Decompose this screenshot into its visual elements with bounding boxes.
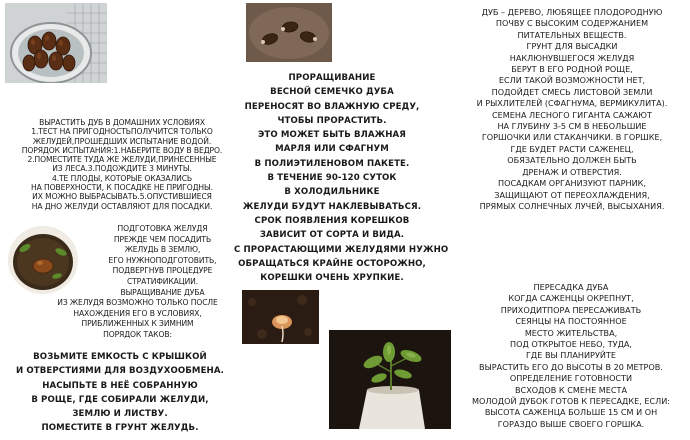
text-line: ОБРАЩАТЬСЯ КРАЙНЕ ОСТОРОЖНО, bbox=[238, 258, 426, 269]
three-acorns-photo bbox=[246, 3, 332, 62]
text-line: И РЫХЛИТЕЛЕЙ (СФАГНУМА, ВЕРМИКУЛИТА). bbox=[476, 98, 668, 109]
text-line: НАХОЖДЕНИЯ ЕГО В УСЛОВИЯХ, bbox=[73, 308, 202, 318]
text-line: ГРУНТ ДЛЯ ВЫСАДКИ bbox=[526, 41, 618, 52]
text-line: С ПРОРАСТАЮЩИМИ ЖЕЛУДЯМИ НУЖНО bbox=[234, 244, 449, 255]
text-line: ЕГО НУЖНОПОДГОТОВИТЬ, bbox=[108, 255, 217, 265]
text-line: И ОТВЕРСТИЯМИ ДЛЯ ВОЗДУХООБМЕНА. bbox=[16, 366, 224, 377]
text-line: ЧТОБЫ ПРОРАСТИТЬ. bbox=[277, 115, 387, 126]
text-line: ДУБ – ДЕРЕВО, ЛЮБЯЩЕЕ ПЛОДОРОДНУЮ bbox=[481, 7, 663, 17]
text-line: ЖЕЛУДЬ В ЗЕМЛЮ, bbox=[124, 245, 201, 255]
text-line: ПОЧВУ С ВЫСОКИМ СОДЕРЖАНИЕМ bbox=[495, 18, 649, 29]
germination-text-block bbox=[234, 71, 449, 285]
text-line: ЖЕЛУДИ БУДУТ НАКЛЕВЫВАТЬСЯ. bbox=[242, 201, 422, 212]
text-line: ГДЕ ВЫ ПЛАНИРУЙТЕ bbox=[526, 350, 616, 361]
transplanting-text-block bbox=[455, 282, 687, 430]
text-line: 2.ПОМЕСТИТЕ ТУДА ЖЕ ЖЕЛУДИ,ПРИНЕСЕННЫЕ bbox=[27, 155, 217, 165]
water-test-text-block bbox=[4, 118, 240, 211]
container-steps-text-block bbox=[6, 350, 234, 436]
text-line: ПОД ОТКРЫТОЕ НЕБО, ТУДА, bbox=[509, 339, 632, 350]
text-line: В ТЕЧЕНИЕ 90-120 СУТОК bbox=[267, 173, 397, 184]
text-line: ВОЗЬМИТЕ ЕМКОСТЬ С КРЫШКОЙ bbox=[33, 352, 207, 362]
text-line: ДРЕНАЖ И ОТВЕРСТИЯ. bbox=[522, 166, 622, 177]
acorns-bowl-photo bbox=[5, 3, 107, 83]
text-line: ПОМЕСТИТЕ В ГРУНТ ЖЕЛУДЬ. bbox=[41, 423, 199, 434]
text-line: ГОРШОЧКИ ИЛИ СТАКАНЧИКИ. В ГОРШКЕ, bbox=[481, 132, 663, 143]
text-line: 1.ТЕСТ НА ПРИГОДНОСТЬПОЛУЧИТСЯ ТОЛЬКО bbox=[31, 127, 213, 137]
text-line: КОГДА САЖЕНЦЫ ОКРЕПНУТ, bbox=[508, 293, 634, 304]
text-line: МОЛОДОЙ ДУБОК ГОТОВ К ПЕРЕСАДКЕ, ЕСЛИ: bbox=[471, 396, 671, 407]
text-line: ГДЕ БУДЕТ РАСТИ САЖЕНЕЦ, bbox=[510, 143, 634, 154]
text-line: ИЗ ЛЕСА.3.ПОДОЖДИТЕ 3 МИНУТЫ. bbox=[52, 164, 192, 174]
text-line: ПЕРЕСАДКА ДУБА bbox=[533, 282, 609, 292]
text-line: ПОДВЕРГНУВ ПРОЦЕДУРЕ bbox=[112, 266, 213, 276]
text-line: ПОРЯДОК ИСПЫТАНИЯ:1.НАБЕРИТЕ ВОДУ В ВЕДРО. bbox=[21, 145, 223, 155]
text-line: ПОРЯДОК ТАКОВ: bbox=[103, 329, 172, 339]
text-line: ПОДОЙДЕТ СМЕСЬ ЛИСТОВОЙ ЗЕМЛИ bbox=[491, 86, 653, 97]
text-line: КОРЕШКИ ОЧЕНЬ ХРУПКИЕ. bbox=[260, 273, 404, 284]
text-line: ПРЯМЫХ СОЛНЕЧНЫХ ЛУЧЕЙ, ВЫСЫХАНИЯ. bbox=[479, 200, 665, 211]
text-line: ПРИБЛИЖЕННЫХ К ЗИМНИМ bbox=[81, 319, 194, 329]
text-line: ЖЕЛУДЕЙ,ПРОШЕДШИХ ИСПЫТАНИЕ ВОДОЙ. bbox=[32, 136, 212, 146]
text-line: СТРАТИФИКАЦИИ. bbox=[126, 276, 199, 286]
text-line: ПРОРАЩИВАНИЕ bbox=[288, 73, 376, 83]
text-line: 4.ТЕ ПЛОДЫ, КОТОРЫЕ ОКАЗАЛИСЬ bbox=[51, 173, 193, 183]
acorn-preparation-text-block bbox=[30, 224, 245, 341]
text-line: ИЗ ЖЕЛУДЯ ВОЗМОЖНО ТОЛЬКО ПОСЛЕ bbox=[57, 298, 218, 308]
text-line: НАСЫПЬТЕ В НЕЁ СОБРАННУЮ bbox=[42, 380, 198, 391]
oak-seedling-photo bbox=[329, 330, 451, 429]
text-line: БЕРУТ В ЕГО РОДНОЙ РОЩЕ, bbox=[511, 64, 633, 75]
text-line: В ХОЛОДИЛЬНИКЕ bbox=[284, 187, 380, 198]
text-line: ЭТО МОЖЕТ БЫТЬ ВЛАЖНАЯ bbox=[258, 130, 406, 141]
text-line: ЕСЛИ ТАКОЙ ВОЗМОЖНОСТИ НЕТ, bbox=[498, 75, 646, 86]
text-line: МЕСТО ЖИТЕЛЬСТВА, bbox=[524, 327, 618, 338]
text-line: ПРЕЖДЕ ЧЕМ ПОСАДИТЬ bbox=[113, 234, 212, 244]
text-line: ВЫСОТА САЖЕНЦА БОЛЬШЕ 15 СМ И ОН bbox=[484, 407, 658, 418]
text-line: НА ПОВЕРХНОСТИ, К ПОСАДКЕ НЕ ПРИГОДНЫ. bbox=[31, 183, 213, 193]
text-line: ЗЕМЛЮ И ЛИСТВУ. bbox=[72, 409, 168, 420]
sprouting-acorn-photo bbox=[242, 290, 319, 344]
text-line: ПЕРЕНОСЯТ ВО ВЛАЖНУЮ СРЕДУ, bbox=[244, 101, 420, 112]
text-line: НА ДНО ЖЕЛУДИ ОСТАВЛЯЮТ ДЛЯ ПОСАДКИ. bbox=[31, 201, 213, 211]
text-line: ПИТАТЕЛЬНЫХ ВЕЩЕСТВ. bbox=[517, 29, 627, 40]
text-line: В ПОЛИЭТИЛЕНОВОМ ПАКЕТЕ. bbox=[254, 158, 410, 169]
text-line: ВСХОДОВ К СМЕНЕ МЕСТА bbox=[514, 384, 627, 395]
text-line: СРОК ПОЯВЛЕНИЯ КОРЕШКОВ bbox=[254, 215, 410, 226]
text-line: ВЫРАСТИТЬ ДУБ В ДОМАШНИХ УСЛОВИЯХ bbox=[39, 118, 205, 127]
text-line: ВЫРАСТИТЬ ЕГО ДО ВЫСОТЫ В 20 МЕТРОВ. bbox=[479, 361, 663, 372]
text-line: ПОДГОТОВКА ЖЕЛУДЯ bbox=[117, 224, 208, 233]
text-line: ВЕСНОЙ СЕМЕЧКО ДУБА bbox=[270, 87, 394, 98]
text-line: ИХ МОЖНО ВЫБРАСЫВАТЬ.5.ОПУСТИВШИЕСЯ bbox=[32, 192, 212, 202]
text-line: ОПРЕДЕЛЕНИЕ ГОТОВНОСТИ bbox=[509, 373, 633, 384]
text-line: ПОСАДКАМ ОРГАНИЗУЮТ ПАРНИК, bbox=[497, 178, 646, 189]
text-line: ЗАЩИЩАЮТ ОТ ПЕРЕОХЛАЖДЕНИЯ, bbox=[494, 189, 650, 200]
text-line: ВЫРАЩИВАНИЕ ДУБА bbox=[120, 287, 205, 297]
text-line: В РОЩЕ, ГДЕ СОБИРАЛИ ЖЕЛУДИ, bbox=[31, 394, 209, 405]
text-line: СЕМЕНА ЛЕСНОГО ГИГАНТА САЖАЮТ bbox=[492, 109, 652, 120]
text-line: МАРЛЯ ИЛИ СФАГНУМ bbox=[275, 144, 389, 155]
text-line: ПРИХОДИТПОРА ПЕРЕСАЖИВАТЬ bbox=[500, 304, 642, 315]
soil-planting-text-block bbox=[457, 7, 687, 212]
text-line: ОБЯЗАТЕЛЬНО ДОЛЖЕН БЫТЬ bbox=[507, 155, 637, 166]
text-line: ЗАВИСИТ ОТ СОРТА И ВИДА. bbox=[259, 230, 405, 241]
text-line: СЕЯНЦЫ НА ПОСТОЯННОЕ bbox=[515, 316, 627, 327]
text-line: НА ГЛУБИНУ 3-5 СМ В НЕБОЛЬШИЕ bbox=[497, 121, 647, 132]
text-line: НАКЛЮНУВШЕГОСЯ ЖЕЛУДЯ bbox=[509, 52, 635, 63]
text-line: ГОРАЗДО ВЫШЕ СВОЕГО ГОРШКА. bbox=[497, 418, 645, 429]
